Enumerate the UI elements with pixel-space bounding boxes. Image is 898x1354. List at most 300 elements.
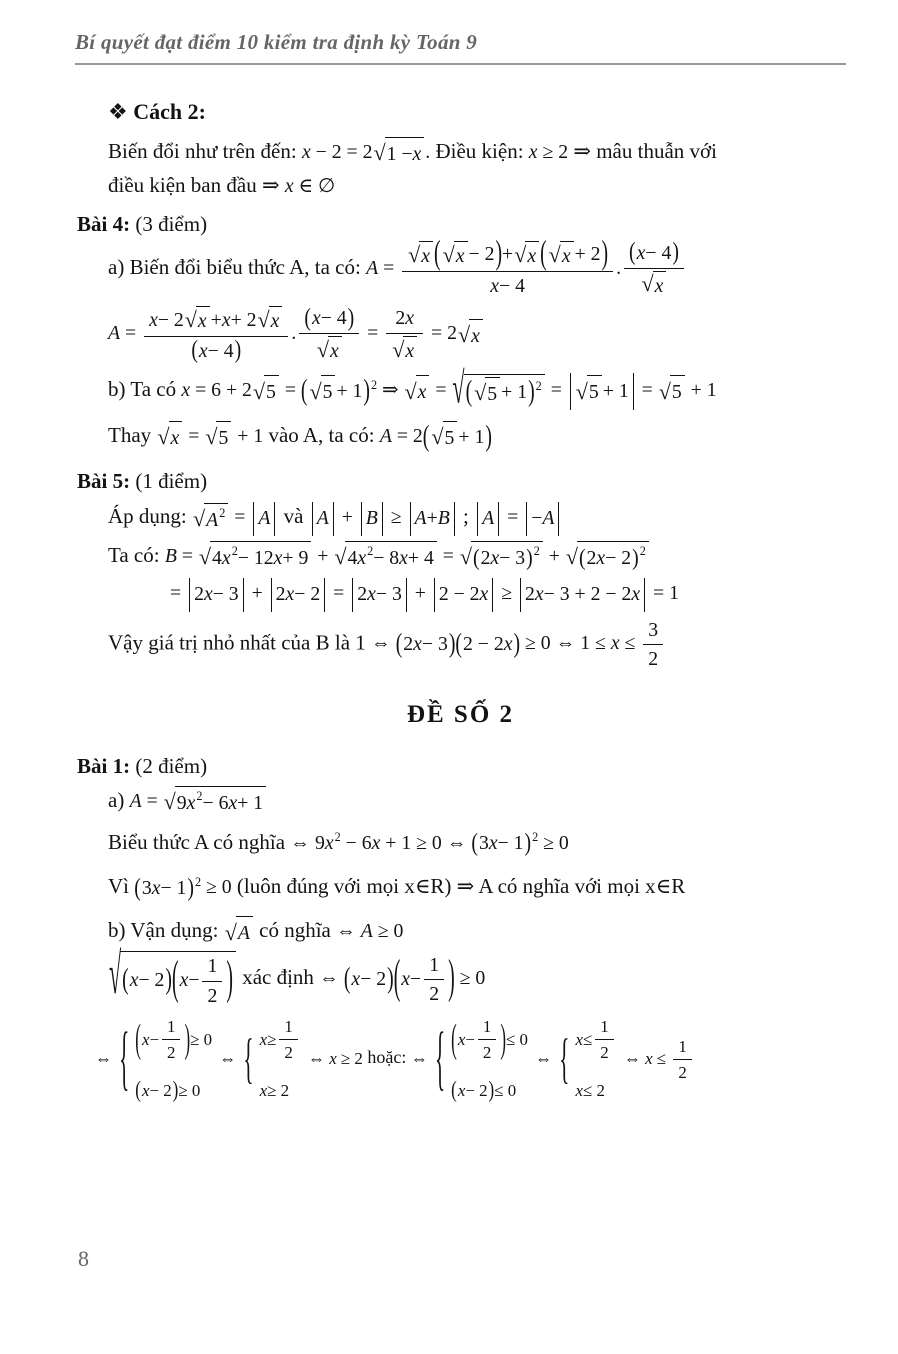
superscript: 2 <box>367 544 374 559</box>
math-expression: ⇔ $9x^2 - 6x + 1 \ge 0$ ⇔ ( 3 x − 1 ) $^2$ ≥ 0 <box>290 828 569 858</box>
math-sqrt <box>405 375 430 408</box>
superscript: 2 <box>334 830 341 845</box>
right-paren: ) <box>387 961 394 995</box>
fraction-denominator: 2 <box>207 984 218 1007</box>
radical-sign: √ <box>373 140 386 166</box>
fraction-numerator <box>299 303 359 334</box>
radicand: A $^2$ <box>204 503 228 536</box>
math-fraction <box>279 1016 297 1063</box>
paren-content: x − 4 <box>198 339 234 362</box>
right-paren: ) <box>495 234 503 272</box>
math-expression: x − 2 = 2 √ 1 − x . <box>302 141 430 163</box>
math-expression: ⇔ A ≥ 0 <box>336 920 404 943</box>
right-paren: ) <box>528 375 535 409</box>
radicand: 4 x $^2$ − 8 x + 4 <box>345 541 436 574</box>
math-sqrt <box>258 306 283 334</box>
math-sqrt <box>460 541 543 574</box>
radicand <box>120 951 236 1008</box>
right-paren: ) <box>632 544 639 571</box>
radicand: 5 <box>443 421 458 454</box>
radicand: x <box>416 375 430 408</box>
superscript: 2 <box>219 505 226 520</box>
math-expression: ⇔ { ( x − $\frac{1}{2}$ ) ≤ 0 ( x − 2 ) ≤ 0 ⇔ { x ≤ $\frac{1}{2}$ x ≤ 2 ⇔ x ≤ $\frac{1}{2}$ <box>411 1049 695 1068</box>
right-paren: ) <box>448 628 456 659</box>
bai-4-heading: Bài 4: (3 điểm) <box>77 212 208 237</box>
fraction-denominator: 2 <box>284 1043 293 1063</box>
radical-sign: √ <box>458 321 471 347</box>
left-paren: ( <box>578 544 586 571</box>
radical-sign: √ <box>157 424 170 450</box>
de-so-2-title <box>75 696 846 734</box>
math-sqrt <box>334 541 437 574</box>
math-sqrt <box>253 375 279 408</box>
radicand: x <box>403 336 417 364</box>
math-fraction <box>478 1016 496 1063</box>
radicand: x <box>525 241 539 269</box>
radical-sign: √ <box>408 241 421 267</box>
radicand: 4 x $^2$ − 12 x + 9 <box>210 541 311 574</box>
bai-1-heading: Bài 1: (2 điểm) <box>77 754 208 779</box>
math-paren-group <box>135 1075 179 1103</box>
bai-4b-substitute: Thay √ x = √ 5 + 1 vào A, ta có: A = 2 ( √ 5 + 1 ) <box>108 419 492 453</box>
math-sqrt <box>309 375 335 408</box>
page-header: Bí quyết đạt điểm 10 kiểm tra định kỳ Toán 9 <box>75 30 846 65</box>
math-fraction <box>144 306 288 363</box>
math-absolute-value: √ 5 + 1 <box>570 373 634 410</box>
cases-brace: { <box>119 1016 130 1099</box>
math-paren-group <box>343 961 394 995</box>
fraction-denominator <box>299 334 359 364</box>
math-sqrt <box>452 362 544 413</box>
left-paren: ( <box>300 373 308 407</box>
radical-sign: √ <box>163 789 176 815</box>
paren-content: 2 x − 2 <box>586 546 632 569</box>
radical-sign: √ <box>404 378 417 404</box>
fraction-numerator: 1 <box>162 1016 180 1040</box>
math-sqrt <box>566 541 649 574</box>
math-absolute-value: A + B <box>410 502 455 536</box>
radicand: x <box>560 241 574 269</box>
right-paren: ) <box>234 335 242 365</box>
radical-sign: √ <box>548 241 561 267</box>
math-paren-group <box>455 630 520 660</box>
math-paren-group <box>394 953 455 1007</box>
radicand: 5 <box>264 375 279 408</box>
math-fraction <box>162 1016 180 1063</box>
cases-rows <box>451 1016 528 1103</box>
fraction-denominator: 2 <box>482 1043 492 1063</box>
radical-sign: √ <box>334 544 347 570</box>
radical-sign: √ <box>193 505 206 531</box>
radicand: x <box>653 271 667 299</box>
math-expression: A + B ≥ A + B <box>309 506 458 528</box>
right-paren: ) <box>524 828 532 858</box>
radicand: 5 <box>216 421 231 454</box>
radical-sign: √ <box>257 306 270 332</box>
radicand: A <box>236 916 253 949</box>
radicand: 5 <box>670 375 685 408</box>
radical-sign: √ <box>316 336 329 362</box>
radical-sign: √ <box>474 380 487 406</box>
left-paren: ( <box>451 1014 457 1061</box>
cases-rows <box>135 1016 212 1103</box>
radical-sign: √ <box>565 544 578 570</box>
superscript: 2 <box>533 544 540 559</box>
bai-1a-expression: a) A = √ 9 x $^2$ − 6 x + 1 <box>108 785 846 819</box>
paren-content: x − $\frac{1}{2}$ <box>400 953 448 1007</box>
left-paren: ( <box>395 628 403 659</box>
paren-content: x − 4 <box>311 307 347 330</box>
math-expression: A = x − 2 √ x + x + 2 √ x ( x − 4 ) . ( x − 4 ) √ x = 2 x √ x = 2 √ x <box>108 322 484 344</box>
paren-content: x − 2 <box>141 1080 172 1100</box>
left-paren: ( <box>465 375 473 409</box>
math-paren-group <box>434 234 503 272</box>
radicand: x <box>196 306 210 334</box>
cases-brace: { <box>243 1026 254 1090</box>
superscript: 2 <box>639 544 646 559</box>
fraction-numerator: x − 2 √ x + x + 2 √ x <box>144 306 288 337</box>
radicand <box>464 374 545 410</box>
superscript: 2 <box>371 377 378 392</box>
cases-row: ( x − $\frac{1}{2}$ ) ≤ 0 <box>451 1014 528 1063</box>
right-paren: ) <box>184 1014 191 1061</box>
left-paren: ( <box>304 303 311 332</box>
math-absolute-value: A <box>253 502 275 536</box>
bold-text: Bài 4: <box>77 212 131 237</box>
radical-sign: √ <box>452 362 465 413</box>
radicand: 5 <box>485 377 500 410</box>
fraction-denominator: 2 <box>648 648 659 671</box>
right-paren: ) <box>672 237 679 267</box>
right-paren: ) <box>226 952 233 1006</box>
radical-sign: √ <box>658 378 671 404</box>
radical-sign: √ <box>431 424 444 450</box>
radical-sign: √ <box>641 271 654 297</box>
cases-row: x ≤ $\frac{1}{2}$ <box>575 1016 616 1063</box>
paren-content: √ 5 + 1 <box>429 421 485 454</box>
left-paren: ( <box>540 234 547 272</box>
math-fraction <box>624 237 684 298</box>
fraction-numerator <box>624 237 684 269</box>
math-sqrt <box>157 421 182 454</box>
fraction-denominator: 2 <box>678 1063 687 1083</box>
math-paren-group <box>451 1016 506 1063</box>
paren-content: √ x + 2 <box>548 241 601 267</box>
math-absolute-value: 2 x − 2 <box>271 578 326 612</box>
math-paren-group <box>301 375 370 408</box>
fraction-denominator: 2 <box>600 1043 609 1063</box>
right-paren: ) <box>526 544 533 571</box>
radical-sign: √ <box>198 544 212 570</box>
fraction-denominator: 2 <box>429 983 440 1006</box>
left-paren: ( <box>422 419 430 453</box>
bai-4b-formula: b) Ta có x = 6 + 2 √ 5 = ( √ 5 + 1 ) $^2$ ⇒ √ x = √ ( √ 5 + 1 ) $^2$ = √ 5 + 1 = √ 5 + 1 <box>108 362 717 413</box>
math-sqrt <box>642 271 667 299</box>
cach-2-heading: ❖ Cách 2: <box>108 99 206 124</box>
superscript: 2 <box>196 789 203 804</box>
math-expression: A = − A <box>474 506 562 528</box>
paren-content: x − 4 <box>636 241 672 264</box>
left-paren: ( <box>471 828 478 858</box>
right-paren: ) <box>488 1075 495 1103</box>
superscript: 2 <box>535 378 542 393</box>
right-paren: ) <box>500 1014 506 1061</box>
radicand: x <box>269 306 283 334</box>
radical-sign: √ <box>184 306 197 332</box>
paren-content: x − $\frac{1}{2}$ <box>457 1016 501 1063</box>
right-paren: ) <box>172 1075 179 1103</box>
math-cases-system <box>119 1016 212 1103</box>
math-cases-system <box>559 1016 616 1103</box>
radicand <box>577 541 649 574</box>
math-expression: √ x = √ 5 + 1 <box>156 425 263 447</box>
math-sqrt <box>109 940 236 1008</box>
math-fraction <box>643 618 663 672</box>
radicand: x <box>328 336 342 364</box>
fraction-numerator: 1 <box>595 1016 613 1040</box>
bold-text: Bài 1: <box>77 754 131 779</box>
left-paren: ( <box>134 873 141 902</box>
radical-sign: √ <box>459 544 472 570</box>
fraction-numerator: 1 <box>279 1016 297 1040</box>
radicand: 1 − x <box>385 137 425 170</box>
bai-4a-simplify <box>108 303 846 365</box>
math-expression: ( 3 x − 1 ) $^2$ ≥ 0 <box>134 873 232 902</box>
math-expression <box>108 940 237 1007</box>
right-paren: ) <box>363 373 370 407</box>
paren-content: 2 x − 3 <box>480 546 526 569</box>
paren-content: √ x − 2 <box>442 241 495 267</box>
cases-row: ( x − 2 ) ≥ 0 <box>135 1075 201 1103</box>
right-paren: ) <box>347 303 355 332</box>
math-expression: A = √ 9 x $^2$ − 6 x + 1 <box>130 790 268 812</box>
math-absolute-value: B <box>361 502 383 536</box>
radicand: 5 <box>321 375 336 408</box>
math-paren-group <box>396 630 456 660</box>
radicand <box>471 541 543 574</box>
math-paren-group <box>540 234 609 272</box>
math-sqrt <box>317 336 342 364</box>
radical-sign: √ <box>252 378 266 404</box>
cases-rows <box>260 1016 301 1103</box>
left-paren: ( <box>191 335 198 365</box>
radicand: x <box>469 319 483 352</box>
cases-brace: { <box>435 1016 446 1099</box>
paren-content: x − 2 <box>457 1080 488 1100</box>
left-paren: ( <box>629 237 636 267</box>
left-paren: ( <box>343 961 351 995</box>
bai-1b-cases: ⇔ { ( x − $\frac{1}{2}$ ) ≥ 0 ( x − 2 ) ≥ 0 ⇔ { x ≥ $\frac{1}{2}$ x ≥ 2 ⇔ x ≥ 2 hoặc: ⇔ { ( x − $\frac{1}{2}$ ) ≤ 0 ( x − 2 ) ≤ 0 ⇔ { x ≤ $\frac{1}{2}$ x ≤ 2 ⇔ x ≤ $\frac{1}{2}$ <box>95 1016 846 1103</box>
bai-5-conclusion: Vậy giá trị nhỏ nhất của B là 1 ⇔ ( 2 x − 3 ) ( 2 − 2 x ) ≥ 0 ⇔ 1 ≤ x ≤ $\frac{3}{2}$ <box>108 618 846 672</box>
superscript: 2 <box>231 544 238 559</box>
radicand: x <box>419 241 433 269</box>
radical-sign: √ <box>392 336 405 362</box>
math-fraction <box>595 1016 613 1063</box>
math-sqrt <box>392 336 417 364</box>
math-sqrt <box>193 503 228 536</box>
math-paren-group <box>471 829 531 859</box>
math-paren-group <box>423 421 492 454</box>
bai-5-expand: Ta có: B = √ 4 x $^2$ − 12 x + 9 + √ 4 x $^2$ − 8 x + 4 = √ ( 2 x − 3 ) $^2$ + √ ( 2 x − 2 ) $^2$ <box>108 540 846 574</box>
math-fraction <box>424 953 444 1007</box>
math-expression: ⇔ ( 2 x − 3 ) ( 2 − 2 x ) ≥ 0 ⇔ 1 ≤ x ≤ $\frac{3}{2}$ <box>371 632 666 654</box>
paren-content: √ 5 + 1 <box>307 375 363 408</box>
math-absolute-value: 2 x − 3 <box>352 578 407 612</box>
right-paren: ) <box>513 628 521 659</box>
bold-text: Bài 5: <box>77 468 131 493</box>
math-absolute-value: 2 − 2 x <box>434 578 494 612</box>
fraction-denominator <box>386 334 423 364</box>
radical-sign: √ <box>514 241 527 267</box>
left-paren: ( <box>122 963 129 997</box>
cases-brace: { <box>559 1026 570 1090</box>
math-sqrt <box>443 241 468 269</box>
radical-sign: √ <box>109 940 122 1006</box>
radical-sign: √ <box>309 378 322 404</box>
paren-content: x − 2 <box>351 967 387 990</box>
math-expression: x ≥ 2 <box>528 141 569 163</box>
left-paren: ( <box>135 1014 141 1061</box>
bai-5-abs-line <box>170 577 846 611</box>
left-paren: ( <box>434 234 441 272</box>
right-paren: ) <box>187 873 194 902</box>
fraction-denominator <box>144 337 288 364</box>
math-absolute-value: A <box>312 502 334 536</box>
math-paren-group <box>135 1016 190 1063</box>
math-sqrt <box>458 319 483 352</box>
left-paren: ( <box>451 1075 457 1103</box>
radical-sign: √ <box>442 241 455 267</box>
radicand: x <box>169 421 183 454</box>
math-expression: ⇔ ( x − 2 ) ( x − $\frac{1}{2}$ ) ≥ 0 <box>319 951 486 1006</box>
paren-content: 3 x − 1 <box>478 832 524 855</box>
math-expression: √ A $^2$ = A <box>192 506 278 528</box>
math-paren-group <box>304 303 355 332</box>
content <box>75 95 846 1103</box>
math-absolute-value: 2 x − 3 + 2 − 2 x <box>520 578 645 612</box>
math-sqrt <box>225 916 253 949</box>
paren-content: x − 2 <box>129 969 165 992</box>
fraction-numerator: 1 <box>202 954 222 982</box>
math-cases-system <box>435 1016 528 1103</box>
math-paren-group <box>629 237 679 267</box>
bai-5-apply: Áp dụng: √ A $^2$ = A và A + B ≥ A + B ; A = − A <box>108 501 846 535</box>
math-paren-group <box>122 963 172 997</box>
math-paren-group <box>473 544 533 574</box>
math-expression: x ∈ ∅ <box>284 174 336 197</box>
math-expression <box>224 919 254 945</box>
paren-content: 3 x − 1 <box>141 876 187 899</box>
bai-5-heading: Bài 5: (1 điểm) <box>77 468 208 493</box>
bai-1a-conclusion: Vì ( 3 x − 1 ) $^2$ ≥ 0 (luôn đúng với mọi x∈R) ⇒ A có nghĩa với mọi x∈R <box>108 873 686 902</box>
bai-1b-rule: b) Vận dụng: √ A có nghĩa ⇔ A ≥ 0 <box>108 915 846 949</box>
right-paren: ) <box>448 951 455 1004</box>
fraction-numerator: 1 <box>478 1016 496 1040</box>
math-paren-group <box>466 377 535 410</box>
cases-row: ( x − 2 ) ≤ 0 <box>451 1075 517 1103</box>
math-sqrt <box>373 137 424 170</box>
math-expression: A = 2 ( √ 5 + 1 ) <box>379 419 492 453</box>
cases-rows <box>575 1016 616 1103</box>
paren-content: 2 − 2 x <box>463 633 513 655</box>
math-expression: x = 6 + 2 √ 5 = ( √ 5 + 1 ) $^2$ ⇒ √ x = √ ( √ 5 + 1 ) $^2$ = √ 5 + 1 = √ 5 + 1 <box>181 362 717 413</box>
fraction-numerator: √ x ( √ x − 2 ) + √ x ( √ x + 2 ) <box>402 241 613 272</box>
math-expression: B = √ 4 x $^2$ − 12 x + 9 + √ 4 x $^2$ − 8 x + 4 = √ ( 2 x − 3 ) $^2$ + √ ( 2 x − 2 ) $^2$ <box>165 545 650 567</box>
cases-row: x ≥ 2 <box>259 1080 290 1100</box>
fraction-denominator: 2 <box>167 1043 176 1063</box>
radical-sign: √ <box>224 919 237 945</box>
page-number: 8 <box>78 1246 89 1271</box>
math-expression: ⇔ { ( x − $\frac{1}{2}$ ) ≥ 0 ( x − 2 ) ≥ 0 ⇔ { x ≥ $\frac{1}{2}$ x ≥ 2 ⇔ x ≥ 2 <box>95 1014 363 1103</box>
math-sqrt <box>514 241 539 269</box>
math-sqrt <box>408 241 433 269</box>
math-absolute-value: − A <box>526 502 559 536</box>
math-paren-group <box>191 335 242 365</box>
right-paren: ) <box>485 419 492 453</box>
superscript: 2 <box>194 874 202 889</box>
math-sqrt <box>199 541 311 574</box>
fraction-denominator: x − 4 <box>490 274 525 297</box>
fraction-numerator: 1 <box>673 1036 691 1060</box>
radicand: 9 x $^2$ − 6 x + 1 <box>175 786 266 819</box>
left-paren: ( <box>135 1075 141 1103</box>
radical-sign: √ <box>205 424 218 450</box>
paren-content: x − $\frac{1}{2}$ <box>179 954 227 1008</box>
math-expression: A = √ x ( √ x − 2 ) + √ x ( √ x + 2 ) x − 4 . ( x − 4 ) √ x <box>366 257 687 279</box>
math-sqrt <box>549 241 574 269</box>
math-expression: = 2 x − 3 + 2 x − 2 = 2 x − 3 + 2 − 2 x ≥ 2 x − 3 + 2 − 2 x = 1 <box>170 582 679 604</box>
cach-2-paragraph: Biến đổi như trên đến: x − 2 = 2 √ 1 − x . Điều kiện: x ≥ 2 ⇒ mâu thuẫn với điều kiện ban đầu ⇒ x ∈ ∅ <box>108 139 717 197</box>
math-fraction <box>386 306 423 363</box>
paren-content: 2 x − 3 <box>403 633 448 655</box>
math-sqrt <box>185 306 210 334</box>
math-paren-group <box>579 544 639 574</box>
math-paren-group <box>172 954 233 1008</box>
bai-1a-condition: Biểu thức A có nghĩa ⇔ $9x^2 - 6x + 1 \ge 0$ ⇔ ( 3 x − 1 ) $^2$ ≥ 0 <box>108 828 569 858</box>
left-paren: ( <box>455 628 462 659</box>
math-sqrt <box>205 421 231 454</box>
math-fraction <box>673 1036 691 1083</box>
paren-content: √ 5 + 1 <box>472 377 528 410</box>
cases-row: x ≥ $\frac{1}{2}$ <box>260 1016 301 1063</box>
superscript: 2 <box>532 830 539 845</box>
bold-text: ĐỀ SỐ 2 <box>406 700 515 728</box>
math-absolute-value: 2 x − 3 <box>189 578 244 612</box>
math-sqrt <box>576 375 602 408</box>
radicand: 5 <box>587 375 602 408</box>
math-fraction <box>202 954 222 1008</box>
math-sqrt <box>474 377 500 410</box>
right-paren: ) <box>165 963 172 997</box>
math-absolute-value: A <box>477 502 499 536</box>
left-paren: ( <box>472 544 480 571</box>
cases-row: x ≤ 2 <box>575 1080 605 1100</box>
fraction-numerator: 1 <box>424 953 444 981</box>
paren-content: x − $\frac{1}{2}$ <box>141 1016 185 1063</box>
fraction-numerator: 2 x <box>386 306 423 334</box>
fraction-numerator: 3 <box>643 618 663 646</box>
math-fraction <box>299 303 359 363</box>
math-paren-group <box>134 874 194 904</box>
math-sqrt <box>431 421 457 454</box>
math-sqrt <box>659 375 685 408</box>
left-paren: ( <box>393 951 401 1004</box>
radicand: x <box>454 241 468 269</box>
fraction-denominator <box>624 269 684 299</box>
math-cases-system <box>243 1016 300 1103</box>
right-paren: ) <box>601 234 609 272</box>
math-fraction <box>402 234 613 298</box>
